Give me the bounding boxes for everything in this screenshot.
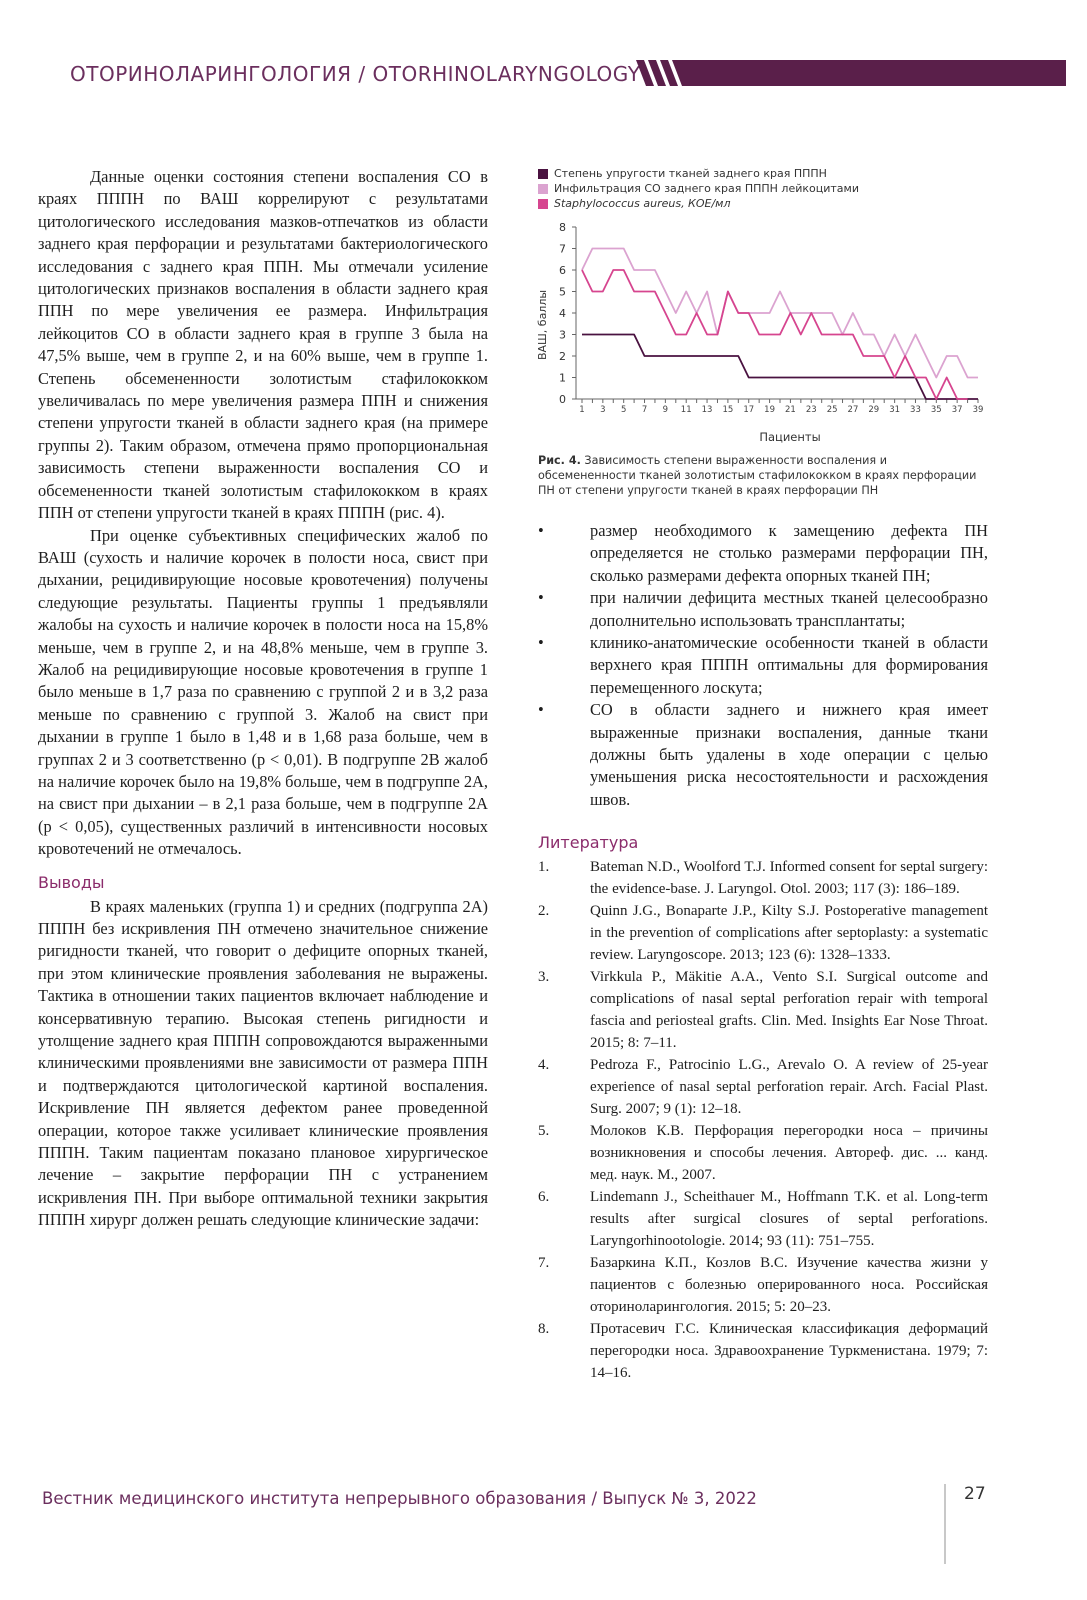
legend-swatch: [538, 169, 548, 179]
y-tick-label: 3: [559, 328, 566, 342]
legend-item: [538, 166, 988, 181]
legend-label: Инфильтрация СО заднего края ПППН лейкоцитами: [554, 182, 859, 195]
footer-divider: [944, 1484, 946, 1564]
reference-number: 1.: [538, 859, 550, 876]
x-tick-label: 3: [600, 405, 606, 415]
page-number: 27: [964, 1484, 986, 1504]
series-line-3: [582, 270, 968, 399]
line-chart: [538, 215, 988, 447]
caption-label: Рис. 4.: [538, 454, 581, 467]
legend-item: [538, 196, 988, 211]
references-list: [538, 856, 988, 1384]
list-item: [538, 587, 988, 632]
right-column: [538, 166, 988, 1384]
y-tick-label: 1: [559, 371, 566, 385]
chart-legend: [538, 166, 988, 211]
x-tick-label: 23: [805, 405, 817, 415]
figure-caption: [538, 453, 988, 498]
x-tick-label: 13: [701, 405, 713, 415]
legend-label: Степень упругости тканей заднего края ПППН: [554, 167, 827, 180]
list-item: [538, 520, 988, 587]
x-tick-label: 17: [743, 405, 755, 415]
legend-swatch: [538, 184, 548, 194]
y-tick-label: 6: [559, 264, 566, 277]
y-tick-label: 0: [559, 393, 566, 406]
list-item-text: размер необходимого к замещению дефекта ПН определяется не столько размерами перфорации ПН, сколько размерами дефекта опорных тканей ПН;: [590, 521, 988, 585]
x-tick-label: 25: [826, 405, 838, 415]
reference-text: Bateman N.D., Woolford T.J. Informed consent for septal surgery: the evidence-base. J. Laryngol. Otol. 2003; 117 (3): 186–189.: [590, 859, 988, 898]
reference-item: [538, 1318, 988, 1384]
x-axis-label: Пациенты: [759, 430, 821, 444]
reference-item: [538, 1252, 988, 1318]
x-tick-label: 15: [722, 405, 734, 415]
x-tick-label: 27: [847, 405, 859, 415]
series-line-1: [582, 335, 978, 400]
series-line-2: [582, 249, 978, 378]
x-tick-label: 19: [764, 405, 775, 415]
legend-label: Staphylococcus aureus, КОЕ/мл: [554, 197, 731, 210]
x-tick-label: 1: [579, 405, 585, 415]
x-tick-label: 9: [662, 405, 669, 415]
left-column: [38, 166, 488, 1232]
y-tick-label: 4: [559, 307, 566, 320]
reference-number: 8.: [538, 1321, 550, 1338]
paragraph-inflammation: Данные оценки состояния степени воспаления СО в краях ПППН по ВАШ коррелируют с результатами цитологического исследования мазков-отпечатков из области заднего края перфорации и результатами бактериологического исследования с заднего края ППН. Мы отмечали усиление цитологических признаков воспаления в области заднего края ППН по мере увеличения ее размера. Инфильтрация лейкоцитов СО в области заднего края в группе 3 была на 47,5% выше, чем в группе 2, и на 60% выше, чем в группе 1. Степень обсемененности золотистым стафилококком увеличивалась по мере увеличения размера ППН и снижения степени упругости тканей в области заднего края (на примере группы 2). Таким образом, отмечена прямо пропорциональная зависимость степени выраженности воспаления СО и обсемененности тканей золотистым стафилококком в краях ППН от степени упругости тканей в краях ПППН (рис. 4).: [38, 167, 488, 523]
header-stripe-bar: [636, 60, 1066, 86]
x-tick-label: 33: [910, 405, 921, 415]
reference-text: Virkkula P., Mäkitie A.A., Vento S.I. Surgical outcome and complications of nasal septal perforation repair with temporal fascia and periosteal grafts. Clin. Med. Insights Ear Nose Throat. 2015; 8: 7–11.: [590, 969, 988, 1052]
legend-swatch: [538, 199, 548, 209]
x-tick-label: 39: [972, 405, 984, 415]
legend-item: [538, 181, 988, 196]
x-tick-label: 11: [680, 405, 692, 415]
reference-number: 4.: [538, 1057, 550, 1074]
reference-item: [538, 1054, 988, 1120]
reference-item: [538, 1120, 988, 1186]
y-axis-label: ВАШ, баллы: [536, 289, 549, 361]
reference-item: [538, 966, 988, 1054]
references-heading: Литература: [538, 833, 639, 853]
x-tick-label: 7: [641, 405, 648, 415]
reference-item: [538, 900, 988, 966]
caption-text: Зависимость степени выраженности воспаления и обсемененности тканей золотистым стафилококком в краях перфорации ПН от степени упругости тканей в краях перфорации ПН: [538, 454, 977, 497]
reference-text: Базаркина К.П., Козлов В.С. Изучение качества жизни у пациентов с болезнью оперированного носа. Российская оториноларингология. 2015; 5: 20–23.: [590, 1255, 988, 1316]
paragraph-conclusions: В краях маленьких (группа 1) и средних (подгруппа 2А) ПППН без искривления ПН отмечено значительное снижение ригидности тканей, что говорит о дефиците опорных тканей, при этом клинические проявления заболевания не выражены. Тактика в отношении таких пациентов включает наблюдение и консервативную терапию. Высокая степень ригидности и утолщение заднего края ПППН сопровождаются выраженными клиническими проявлениями вне зависимости от размера ППН и подтверждаются цитологической картиной воспаления. Искривление ПН является дефектом ранее проведенной операции, которое также усиливает клинические проявления ПППН. Таким пациентам показано плановое хирургическое лечение – закрытие перфорации ПН с устранением искривления ПН. При выборе оптимальной техники закрытия ПППН хирург должен решать следующие клинические задачи:: [38, 896, 488, 1230]
section-header: ОТОРИНОЛАРИНГОЛОГИЯ / OTORHINOLARYNGOLOGY: [70, 62, 641, 86]
reference-item: [538, 856, 988, 900]
y-tick-label: 2: [559, 350, 566, 363]
y-tick-label: 5: [559, 285, 566, 299]
reference-number: 3.: [538, 969, 550, 986]
bullet-marker: •: [538, 588, 544, 608]
paragraph-complaints: При оценке субъективных специфических жалоб по ВАШ (сухость и наличие корочек в полости носа, свист при дыхании, рецидивирующие носовые кровотечения) получены следующие результаты. Пациенты группы 1 предъявляли жалобы на сухость и наличие корочек в полости носа на 15,8% меньше, чем в группе 2, и на 48,8% меньше, чем в группе 3. Жалоб на рецидивирующие носовые кровотечения в группе 1 было меньше в 1,7 раза по сравнению с группой 2 и в 3,2 раза меньше по сравнению с группой 3. Жалоб на свист при дыхании в группе 1 было в 1,48 и в 1,68 раза больше, чем в группах 2 и 3 соответственно (p < 0,01). В подгруппе 2В жалоб на наличие корочек было на 19,8% больше, чем в подгруппе 2А, на свист при дыхании – в 2,1 раза больше, чем в подгруппе 2А (p < 0,05), существенных различий в интенсивности носовых кровотечений не отмечалось.: [38, 525, 488, 859]
reference-text: Quinn J.G., Bonaparte J.P., Kilty S.J. Postoperative management in the prevention of complications after septoplasty: a systematic review. Laryngoscope. 2013; 123 (6): 1328–1333.: [590, 903, 988, 964]
list-item-text: при наличии дефицита местных тканей целесообразно дополнительно использовать трансплантаты;: [590, 588, 988, 630]
x-tick-label: 29: [868, 405, 880, 415]
list-item-text: СО в области заднего и нижнего края имеет выраженные признаки воспаления, данные ткани должны быть удалены в ходе операции с целью уменьшения риска несостоятельности и расхождения швов.: [590, 700, 988, 809]
x-tick-label: 21: [785, 405, 796, 415]
reference-number: 6.: [538, 1189, 550, 1206]
reference-number: 5.: [538, 1123, 550, 1140]
y-tick-label: 7: [559, 242, 566, 256]
journal-footer: Вестник медицинского института непрерывного образования / Выпуск № 3, 2022: [42, 1489, 757, 1508]
bullet-marker: •: [538, 700, 544, 720]
x-tick-label: 35: [930, 405, 942, 415]
bullet-marker: •: [538, 633, 544, 653]
x-tick-label: 5: [620, 405, 627, 415]
list-item: [538, 699, 988, 811]
reference-item: [538, 1186, 988, 1252]
reference-number: 2.: [538, 903, 550, 920]
list-item-text: клинико-анатомические особенности тканей в области верхнего края ПППН оптимальны для формирования перемещенного лоскута;: [590, 633, 988, 697]
conclusions-heading: Выводы: [38, 872, 105, 892]
task-list: [538, 520, 988, 811]
reference-text: Молоков К.В. Перфорация перегородки носа – причины возникновения и способы лечения. Автореф. дис. ... канд. мед. наук. М., 2007.: [590, 1123, 988, 1184]
reference-text: Протасевич Г.С. Клиническая классификация деформаций перегородки носа. Здравоохранение Туркменистана. 1979; 7: 14–16.: [590, 1321, 988, 1382]
list-item: [538, 632, 988, 699]
bullet-marker: •: [538, 521, 544, 540]
y-tick-label: 8: [559, 221, 566, 234]
reference-number: 7.: [538, 1255, 550, 1272]
reference-text: Pedroza F., Patrocinio L.G., Arevalo O. A review of 25-year experience of nasal septal perforation repair. Arch. Facial Plast. Surg. 2007; 9 (1): 12–18.: [590, 1057, 988, 1118]
reference-text: Lindemann J., Scheithauer M., Hoffmann T.K. et al. Long-term results after surgical closures of septal perforations. Laryngorhinootologie. 2014; 93 (11): 751–755.: [590, 1189, 988, 1250]
x-tick-label: 31: [889, 405, 901, 415]
x-tick-label: 37: [951, 405, 963, 415]
